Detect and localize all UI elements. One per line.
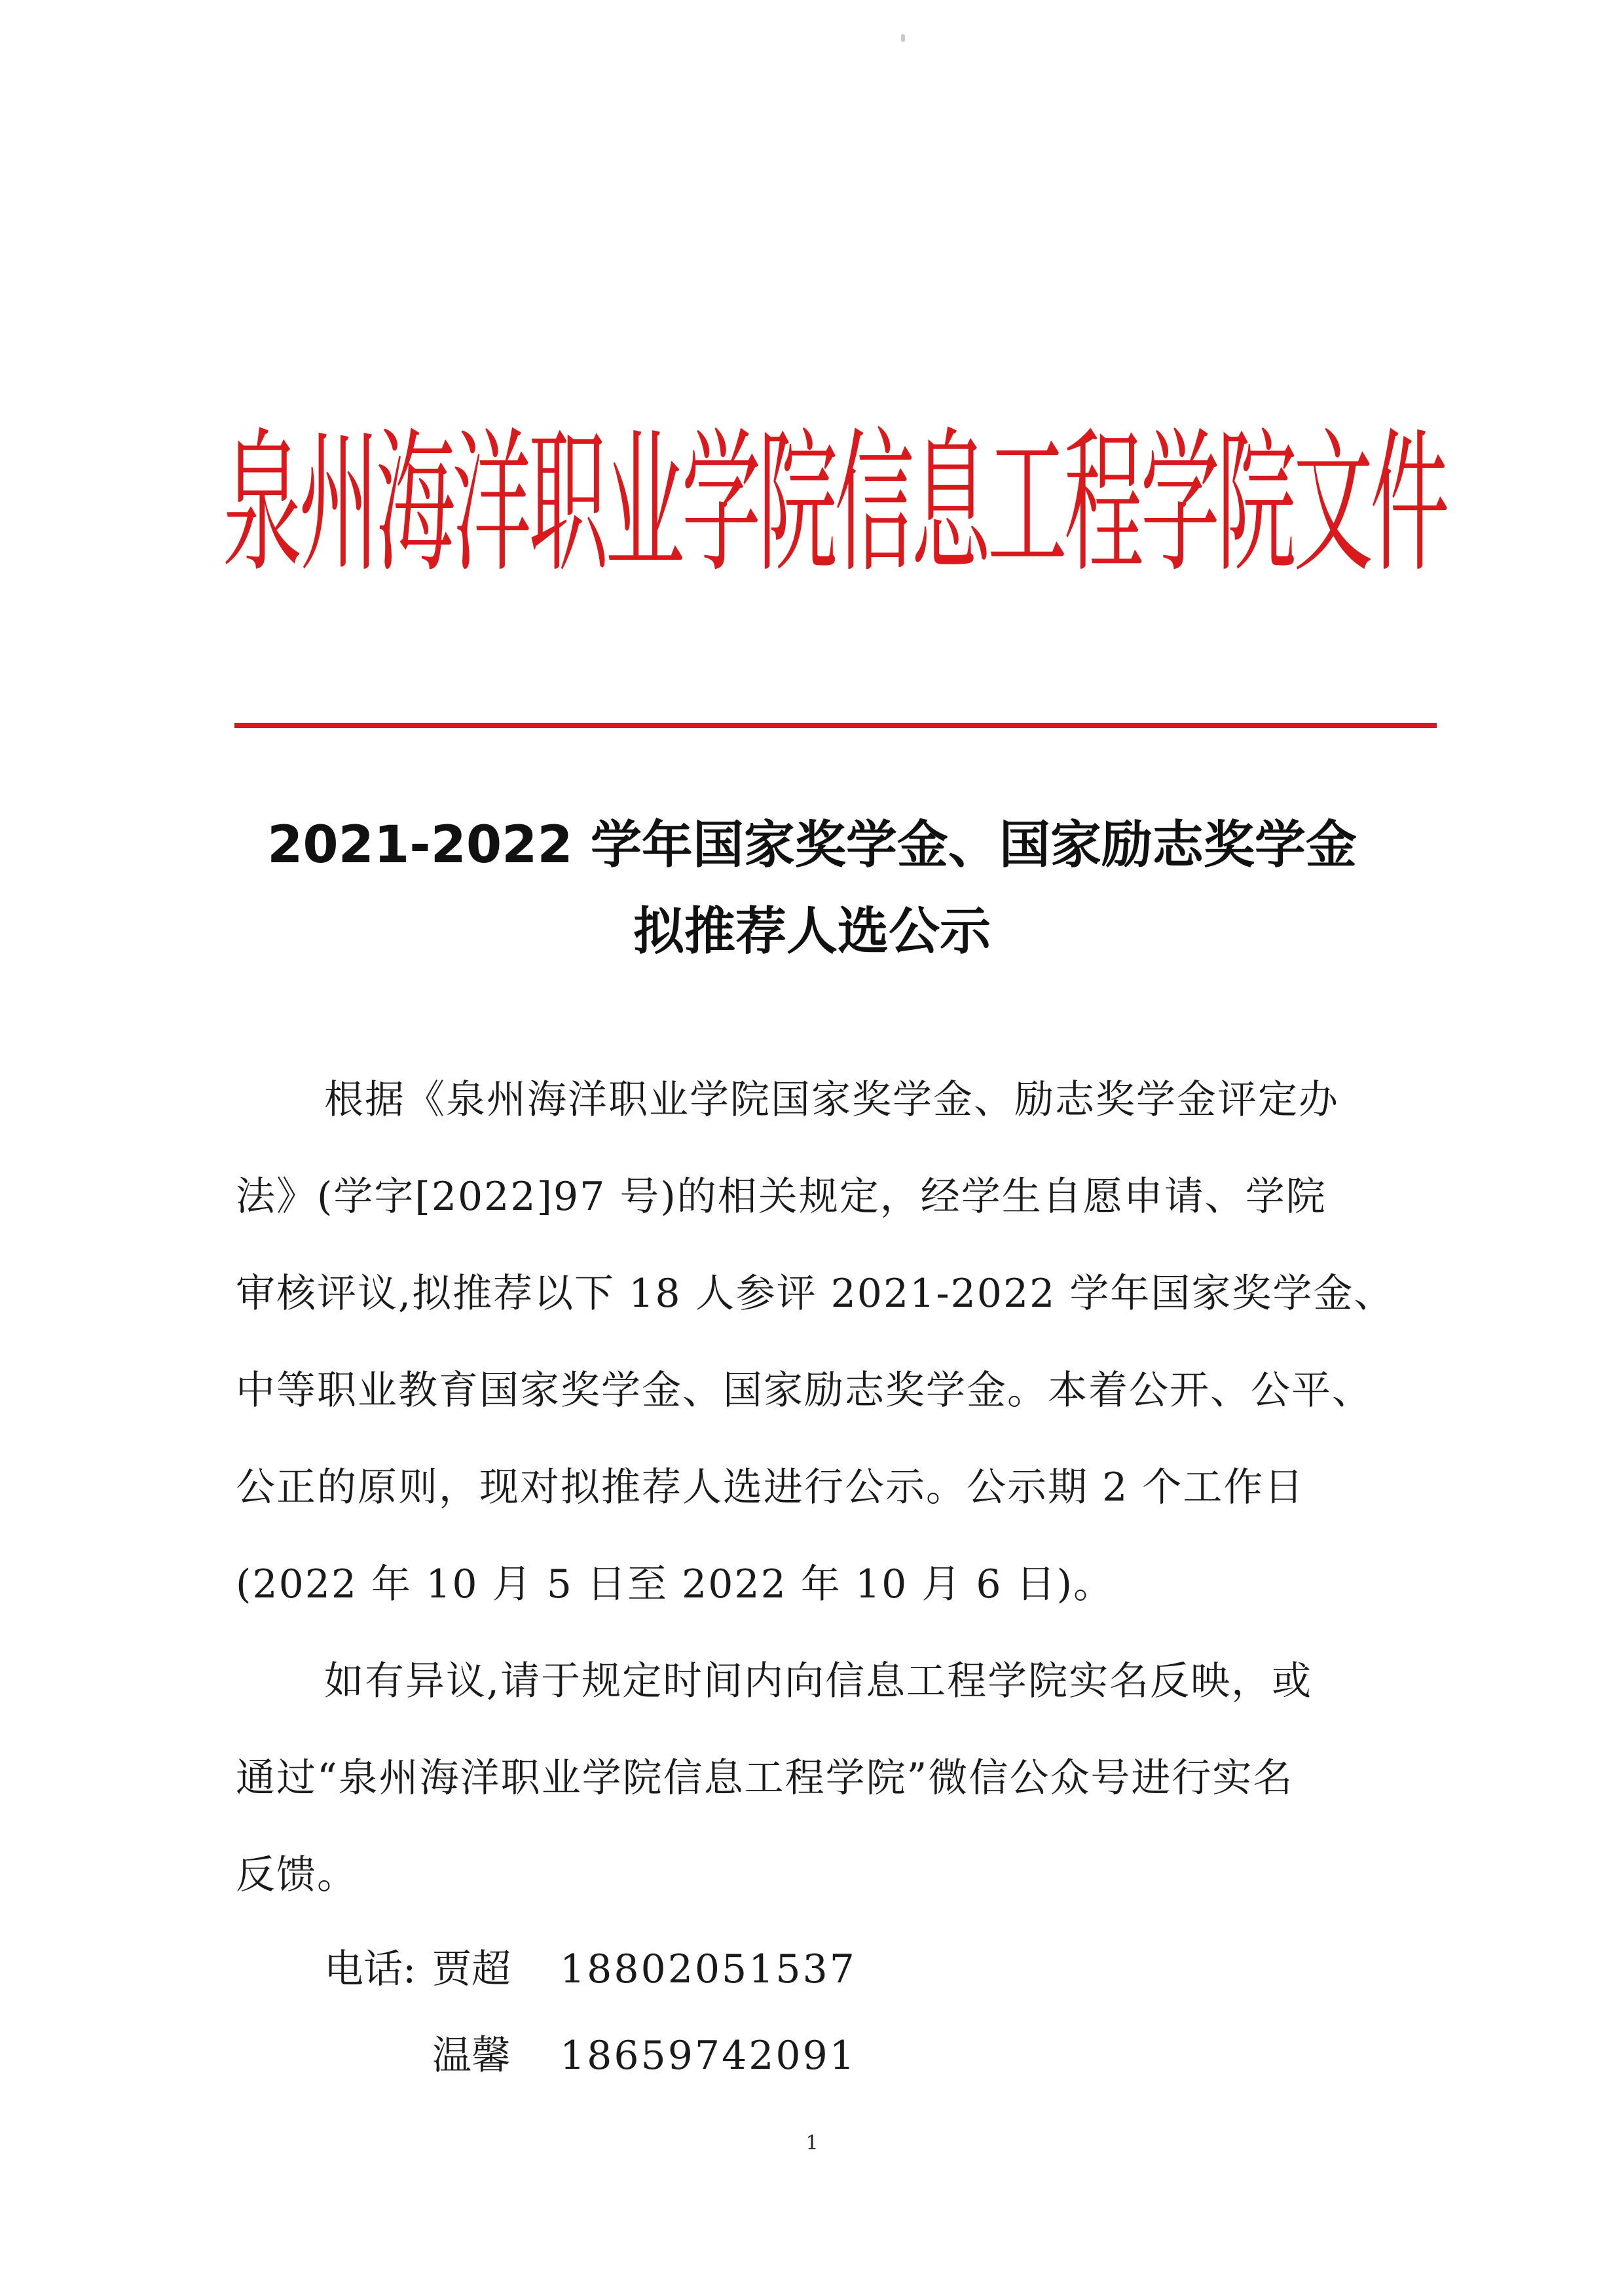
paragraph-1-line-5: 公正的原则，现对拟推荐人选进行公示。公示期 2 个工作日 [236,1465,1305,1510]
header-red-rule [234,723,1437,728]
paragraph-2-line-3: 反馈。 [236,1852,358,1898]
paragraph-1-line-2: 法》(学字[2022]97 号)的相关规定，经学生自愿申请、学院 [236,1174,1327,1220]
paragraph-1-line-3: 审核评议,拟推荐以下 18 人参评 2021-2022 学年国家奖学金、 [236,1271,1395,1317]
contact-phone-2: 18659742091 [560,2033,857,2079]
phone-label: 电话: [324,1946,416,1992]
document-title-line-1: 2021-2022 学年国家奖学金、国家励志奖学金 [267,816,1357,875]
contact-phone-1: 18802051537 [560,1946,857,1992]
paragraph-1-line-6: (2022 年 10 月 5 日至 2022 年 10 月 6 日)。 [236,1561,1115,1607]
issuer-header-title: 泉州海洋职业学院信息工程学院文件 [223,414,1447,594]
paragraph-1-line-1: 根据《泉州海洋职业学院国家奖学金、励志奖学金评定办 [324,1077,1339,1123]
contact-name-1: 贾超 [432,1946,511,1992]
document-title-line-2: 拟推荐人选公示 [633,902,991,961]
scan-speck [901,34,905,42]
paragraph-1-line-4: 中等职业教育国家奖学金、国家励志奖学金。本着公开、公平、 [236,1368,1373,1413]
paragraph-2-line-1: 如有异议,请于规定时间内向信息工程学院实名反映，或 [324,1658,1313,1704]
paragraph-2-line-2: 通过“泉州海洋职业学院信息工程学院”微信公众号进行实名 [236,1755,1294,1801]
page-number: 1 [805,2132,819,2155]
contact-name-2: 温馨 [432,2033,511,2079]
